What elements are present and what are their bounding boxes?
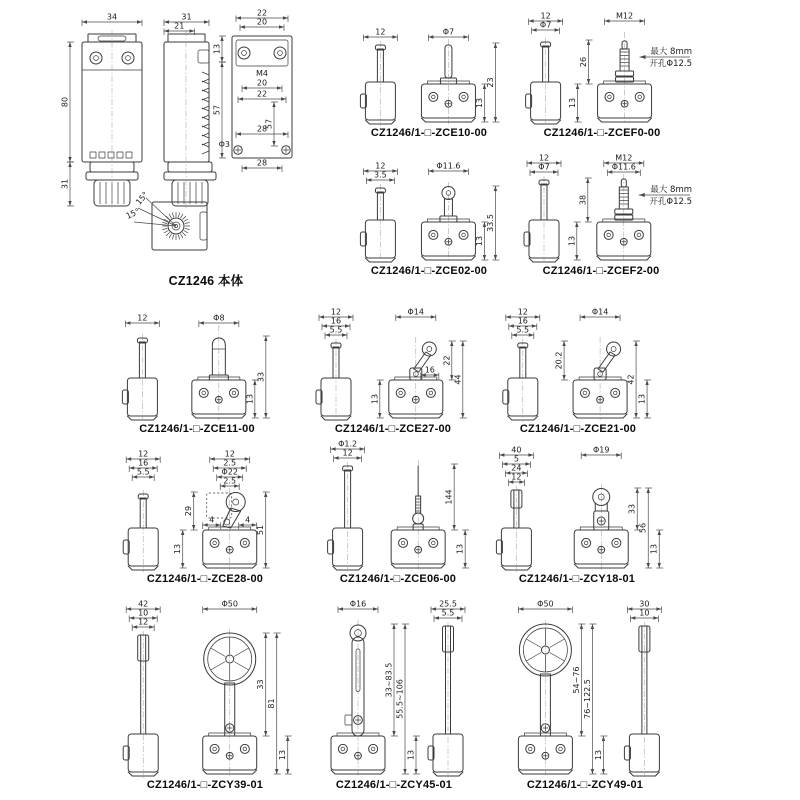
drawing-cell-zce21-00: [486, 304, 670, 440]
technical-drawing: [298, 304, 488, 422]
svg-text:40: 40: [511, 445, 522, 455]
drawing-cell-zce27-00: [298, 304, 488, 440]
svg-text:Φ8: Φ8: [213, 313, 225, 323]
drawing-cell-zcy18-01: [476, 442, 678, 590]
svg-text:12: 12: [342, 448, 353, 458]
svg-text:4: 4: [245, 515, 251, 525]
svg-text:13: 13: [567, 235, 577, 247]
drawing-label: CZ1246/1-□-ZCE27-00: [334, 423, 452, 435]
drawing-label: CZ1246 本体: [168, 274, 244, 288]
svg-text:4: 4: [209, 515, 215, 525]
svg-text:12: 12: [511, 472, 522, 482]
svg-text:12: 12: [375, 27, 386, 37]
svg-text:42: 42: [626, 374, 636, 385]
svg-text:Φ7: Φ7: [538, 162, 550, 172]
drawing-cell-zce11-00: [106, 310, 288, 440]
technical-drawing: [304, 596, 484, 778]
svg-text:12: 12: [517, 307, 528, 317]
svg-text:13: 13: [245, 393, 255, 405]
svg-text:20: 20: [256, 17, 268, 27]
svg-text:Φ50: Φ50: [221, 599, 238, 609]
svg-text:33~83.5: 33~83.5: [384, 662, 394, 698]
svg-text:Φ11.6: Φ11.6: [436, 161, 461, 171]
svg-text:Φ14: Φ14: [591, 307, 609, 317]
svg-text:12: 12: [540, 11, 551, 21]
svg-text:16: 16: [138, 458, 149, 468]
svg-text:5.5: 5.5: [136, 467, 150, 477]
svg-text:55.5~106: 55.5~106: [395, 679, 405, 719]
svg-text:2.5: 2.5: [223, 458, 237, 468]
svg-text:51: 51: [256, 524, 266, 536]
svg-text:15°: 15°: [134, 190, 151, 207]
svg-text:5: 5: [513, 454, 519, 464]
svg-text:29: 29: [184, 505, 194, 517]
svg-text:最大 8mm: 最大 8mm: [650, 47, 692, 57]
technical-drawing: [476, 442, 678, 572]
drawing-label: CZ1246/1-□-ZCE02-00: [370, 265, 488, 277]
svg-text:13: 13: [278, 749, 288, 761]
svg-text:12: 12: [375, 161, 386, 171]
technical-drawing: [486, 596, 684, 778]
svg-text:12: 12: [138, 617, 149, 627]
svg-text:13: 13: [593, 749, 603, 761]
technical-drawing: [348, 24, 510, 126]
svg-text:16: 16: [330, 316, 342, 326]
svg-text:31: 31: [181, 12, 192, 22]
svg-text:Φ11.6: Φ11.6: [611, 162, 636, 172]
technical-drawing: [106, 310, 288, 422]
svg-text:13: 13: [474, 97, 484, 109]
drawing-label: CZ1246/1-□-ZCE28-00: [146, 573, 264, 585]
svg-text:开孔Φ12.5: 开孔Φ12.5: [649, 59, 692, 69]
drawing-label: CZ1246/1-□-ZCEF2-00: [542, 265, 660, 277]
svg-text:44: 44: [453, 374, 463, 385]
drawing-cell-zcef0-00: [508, 8, 696, 144]
svg-text:144: 144: [444, 489, 454, 505]
technical-drawing: [314, 436, 482, 572]
svg-text:Φ7: Φ7: [539, 20, 552, 30]
svg-text:20.2: 20.2: [554, 351, 564, 370]
svg-text:31: 31: [60, 178, 70, 190]
drawing-cell-zce28-00: [102, 446, 308, 590]
svg-text:Φ50: Φ50: [537, 599, 554, 609]
svg-text:2.5: 2.5: [223, 476, 237, 486]
svg-text:5.5: 5.5: [329, 325, 343, 335]
technical-drawing: [102, 446, 308, 572]
svg-text:33: 33: [627, 503, 637, 515]
svg-text:28: 28: [256, 124, 268, 134]
svg-text:Φ7: Φ7: [442, 27, 455, 37]
svg-text:10: 10: [639, 608, 650, 618]
svg-text:56: 56: [638, 522, 648, 534]
drawing-cell-zce06-00: [314, 436, 482, 590]
drawing-cell-zcy49-01: [486, 596, 684, 796]
svg-text:15°: 15°: [124, 206, 142, 221]
technical-drawing: [486, 304, 670, 422]
svg-text:13: 13: [455, 543, 465, 555]
drawing-label: CZ1246/1-□-ZCE10-00: [370, 127, 488, 139]
svg-text:26: 26: [579, 56, 589, 68]
svg-text:Φ3: Φ3: [218, 140, 230, 149]
svg-text:M12: M12: [615, 153, 633, 163]
drawing-label: CZ1246/1-□-ZCE11-00: [139, 423, 255, 435]
drawing-label: CZ1246/1-□-ZCE06-00: [339, 573, 457, 585]
svg-text:33: 33: [256, 679, 266, 690]
svg-text:42: 42: [138, 599, 149, 609]
svg-text:25.5: 25.5: [439, 599, 457, 609]
drawing-label: CZ1246/1-□-ZCY45-01: [335, 779, 453, 791]
svg-text:12: 12: [538, 153, 550, 163]
drawing-label: CZ1246/1-□-ZCEF0-00: [543, 127, 661, 139]
drawing-cell-zcef2-00: [506, 150, 696, 282]
svg-text:Φ16: Φ16: [349, 599, 367, 609]
svg-text:57: 57: [212, 104, 222, 116]
svg-text:12: 12: [224, 449, 235, 459]
svg-text:13: 13: [637, 393, 647, 405]
svg-text:13: 13: [212, 43, 222, 55]
svg-text:33: 33: [256, 371, 266, 383]
svg-text:23: 23: [485, 77, 495, 88]
svg-text:Φ22: Φ22: [221, 467, 238, 477]
drawing-label: CZ1246/1-□-ZCY18-01: [518, 573, 636, 585]
svg-text:57: 57: [264, 118, 274, 130]
drawing-cell-zce02-00: [348, 158, 510, 282]
svg-text:16: 16: [424, 365, 435, 375]
svg-text:10: 10: [138, 608, 149, 618]
drawing-cell-main-body: [52, 6, 360, 288]
svg-text:12: 12: [330, 307, 342, 317]
svg-text:30: 30: [639, 599, 650, 609]
drawing-cell-zcy39-01: [102, 596, 308, 796]
drawing-label: CZ1246/1-□-ZCY39-01: [146, 779, 264, 791]
svg-text:34: 34: [106, 12, 118, 22]
svg-text:开孔Φ12.5: 开孔Φ12.5: [649, 197, 692, 207]
svg-text:5.5: 5.5: [516, 325, 530, 335]
svg-text:3.5: 3.5: [374, 170, 387, 180]
technical-drawing: [506, 150, 696, 264]
drawing-cell-zce10-00: [348, 24, 510, 144]
svg-text:33.5: 33.5: [485, 214, 495, 232]
svg-text:13: 13: [406, 749, 416, 761]
svg-text:最大 8mm: 最大 8mm: [650, 185, 692, 195]
svg-text:13: 13: [173, 543, 183, 555]
svg-text:38: 38: [578, 194, 588, 206]
svg-text:M12: M12: [616, 11, 634, 21]
svg-text:5.5: 5.5: [441, 608, 455, 618]
svg-text:81: 81: [267, 698, 277, 709]
svg-text:Φ19: Φ19: [592, 445, 610, 455]
svg-text:22: 22: [256, 89, 268, 99]
drawing-label: CZ1246/1-□-ZCE21-00: [519, 423, 637, 435]
svg-text:M4: M4: [256, 69, 268, 78]
svg-text:16: 16: [517, 316, 528, 326]
drawing-label: CZ1246/1-□-ZCY49-01: [526, 779, 644, 791]
svg-text:13: 13: [370, 393, 380, 405]
svg-text:Φ1.2: Φ1.2: [338, 439, 358, 449]
technical-drawing: [508, 8, 696, 126]
svg-text:13: 13: [649, 543, 659, 555]
technical-drawing: [102, 596, 308, 778]
svg-text:21: 21: [174, 21, 185, 31]
svg-text:13: 13: [568, 97, 578, 109]
svg-text:13: 13: [474, 235, 484, 247]
svg-text:80: 80: [60, 96, 70, 108]
svg-text:22: 22: [256, 8, 268, 18]
drawing-cell-zcy45-01: [304, 596, 484, 796]
svg-text:12: 12: [137, 313, 148, 323]
svg-text:28: 28: [256, 158, 268, 168]
svg-text:Φ14: Φ14: [407, 307, 425, 317]
svg-text:20: 20: [256, 78, 268, 88]
svg-text:24: 24: [511, 463, 522, 473]
svg-text:22: 22: [442, 355, 452, 366]
svg-text:12: 12: [138, 449, 149, 459]
svg-text:76~122.5: 76~122.5: [582, 679, 592, 719]
technical-drawing: [348, 158, 510, 264]
technical-drawing-main-body: [52, 6, 360, 270]
svg-text:54~76: 54~76: [571, 666, 581, 694]
